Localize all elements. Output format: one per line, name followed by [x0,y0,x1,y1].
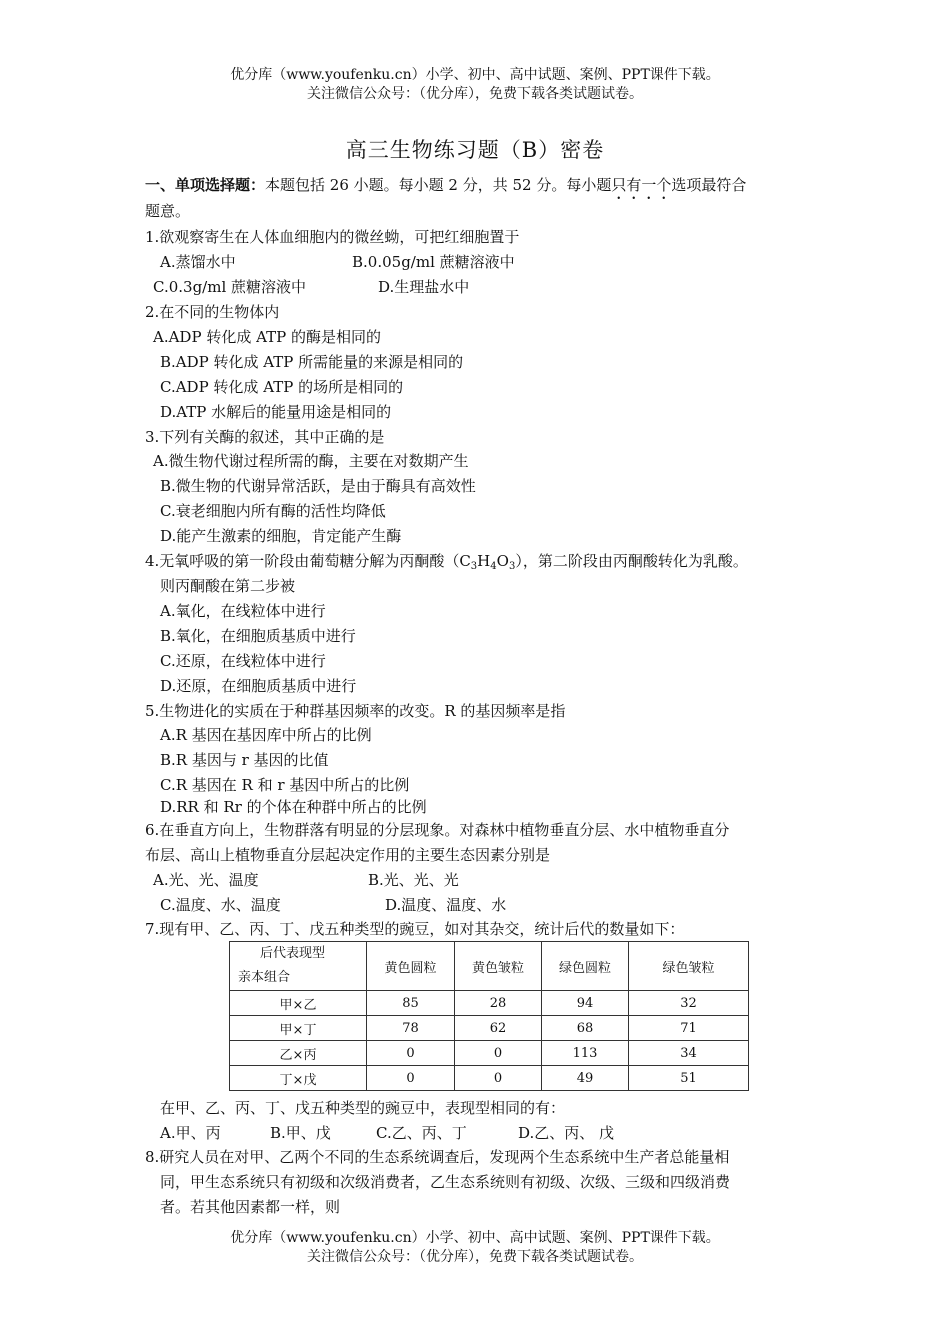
q7-option-d: D.乙、丙、 戊 [518,1124,615,1142]
table-cell: 0 [367,1066,455,1091]
q8-line-2: 同，甲生态系统只有初级和次级消费者，乙生态系统则有初级、次级、三级和四级消费 [160,1173,731,1191]
q6-option-d: D.温度、温度、水 [385,896,507,914]
table-cell: 78 [367,1016,455,1041]
q4-o: O [496,552,509,570]
q4-option-b: B.氧化，在细胞质基质中进行 [160,627,356,645]
table-cell: 0 [455,1041,542,1066]
table-cross-cell: 甲×丁 [230,1016,367,1041]
q3-option-c: C.衰老细胞内所有酶的活性均降低 [160,502,386,520]
table-row [230,991,749,1016]
table-cell: 71 [629,1016,749,1041]
table-cell: 51 [629,1066,749,1091]
table-cell: 85 [367,991,455,1016]
q4-sub-1: 3 [470,561,478,572]
footer-line-1: 优分库（www.youfenku.cn）小学、初中、高中试题、案例、PPT课件下载。 [230,1230,720,1246]
q4-option-c: C.还原，在线粒体中进行 [160,652,326,670]
table-corner-bottom: 亲本组合 [238,970,291,985]
table-cell: 68 [542,1016,629,1041]
table-cell: 49 [542,1066,629,1091]
table-col-header: 黄色皱粒 [455,942,542,991]
table-corner-cell [230,942,367,991]
table-cross-cell: 丁×戊 [230,1066,367,1091]
section-intro-c: 题意。 [145,202,191,220]
q1-option-a: A.蒸馏水中 [160,253,236,271]
table-cell: 34 [629,1041,749,1066]
table-col-header: 黄色圆粒 [367,942,455,991]
q1-option-c: C.0.3g/ml 蔗糖溶液中 [153,278,307,296]
q5-option-d: D.RR 和 Rr 的个体在种群中所占的比例 [160,798,427,816]
table-cross-cell: 甲×乙 [230,991,367,1016]
q6-stem-2: 布层、高山上植物垂直分层起决定作用的主要生态因素分别是 [145,846,551,864]
q4-h: H [477,552,491,570]
q7-question: 在甲、乙、丙、丁、戊五种类型的豌豆中，表现型相同的有： [160,1099,566,1117]
table-corner-top: 后代表现型 [260,946,326,961]
q2-option-c: C.ADP 转化成 ATP 的场所是相同的 [160,378,404,396]
q8-line-1: 8.研究人员在对甲、乙两个不同的生态系统调查后，发现两个生态系统中生产者总能量相 [145,1148,730,1166]
q7-option-a: A.甲、丙 [160,1124,221,1142]
q2-stem: 2.在不同的生物体内 [145,303,280,321]
q3-option-d: D.能产生激素的细胞，肯定能产生酶 [160,527,402,545]
q3-stem: 3.下列有关酶的叙述，其中正确的是 [145,428,385,446]
table-col-header: 绿色皱粒 [629,942,749,991]
table-row [230,1066,749,1091]
q4-stem-2: 则丙酮酸在第二步被 [160,577,296,595]
q6-option-a: A.光、光、温度 [153,871,259,889]
q3-option-b: B.微生物的代谢异常活跃，是由于酶具有高效性 [160,477,476,495]
section-label: 一、单项选择题： [145,176,266,194]
q8-line-3: 者。若其他因素都一样，则 [160,1198,341,1216]
cross-results-table [229,941,749,1091]
q4-sub-3: 3 [508,561,516,572]
footer-line-2: 关注微信公众号：（优分库），免费下载各类试题试卷。 [307,1249,643,1265]
table-col-header: 绿色圆粒 [542,942,629,991]
q6-option-c: C.温度、水、温度 [160,896,281,914]
q5-option-c: C.R 基因在 R 和 r 基因中所占的比例 [160,776,410,794]
q5-option-a: A.R 基因在基因库中所占的比例 [160,726,372,744]
section-intro [145,174,746,203]
q6-stem: 6.在垂直方向上，生物群落有明显的分层现象。对森林中植物垂直分层、水中植物垂直分 [145,821,730,839]
table-cell: 0 [455,1066,542,1091]
header-line-2: 关注微信公众号：（优分库），免费下载各类试题试卷。 [307,86,643,102]
q7-stem: 7.现有甲、乙、丙、丁、戊五种类型的豌豆，如对其杂交，统计后代的数量如下： [145,920,685,938]
q4-stem-b: ），第二阶段由丙酮酸转化为乳酸。 [515,552,748,570]
table-cell: 28 [455,991,542,1016]
q1-stem: 1.欲观察寄生在人体血细胞内的微丝蚴，可把红细胞置于 [145,228,520,246]
page-title: 高三生物练习题（B）密卷 [345,138,605,162]
q5-option-b: B.R 基因与 r 基因的比值 [160,751,329,769]
table-cell: 0 [367,1041,455,1066]
q1-option-d: D.生理盐水中 [378,278,470,296]
table-cell: 62 [455,1016,542,1041]
table-cell: 113 [542,1041,629,1066]
q7-option-c: C.乙、丙、丁 [376,1124,467,1142]
table-row [230,1016,749,1041]
q4-stem-a: 4.无氧呼吸的第一阶段由葡萄糖分解为丙酮酸（C [145,552,471,570]
q3-option-a: A.微生物代谢过程所需的酶，主要在对数期产生 [153,452,469,470]
q2-option-d: D.ATP 水解后的能量用途是相同的 [160,403,392,421]
q4-option-a: A.氧化，在线粒体中进行 [160,602,326,620]
section-emphasis: 只有一个 [611,176,672,194]
table-cross-cell: 乙×丙 [230,1041,367,1066]
table-cell: 32 [629,991,749,1016]
q4-sub-2: 4 [490,561,497,572]
q1-option-b: B.0.05g/ml 蔗糖溶液中 [352,253,515,271]
q4-stem [145,550,748,572]
section-intro-a: 本题包括 26 小题。每小题 2 分，共 52 分。每小题 [265,176,612,194]
header-line-1: 优分库（www.youfenku.cn）小学、初中、高中试题、案例、PPT课件下载。 [230,67,720,83]
table-row [230,1041,749,1066]
q4-option-d: D.还原，在细胞质基质中进行 [160,677,357,695]
table-cell: 94 [542,991,629,1016]
q7-option-b: B.甲、戊 [270,1124,331,1142]
table-header-row [230,942,749,991]
q2-option-b: B.ADP 转化成 ATP 所需能量的来源是相同的 [160,353,464,371]
q6-option-b: B.光、光、光 [368,871,459,889]
q5-stem: 5.生物进化的实质在于种群基因频率的改变。R 的基因频率是指 [145,702,566,720]
section-intro-b: 选项最符合 [671,176,747,194]
q2-option-a: A.ADP 转化成 ATP 的酶是相同的 [153,328,381,346]
